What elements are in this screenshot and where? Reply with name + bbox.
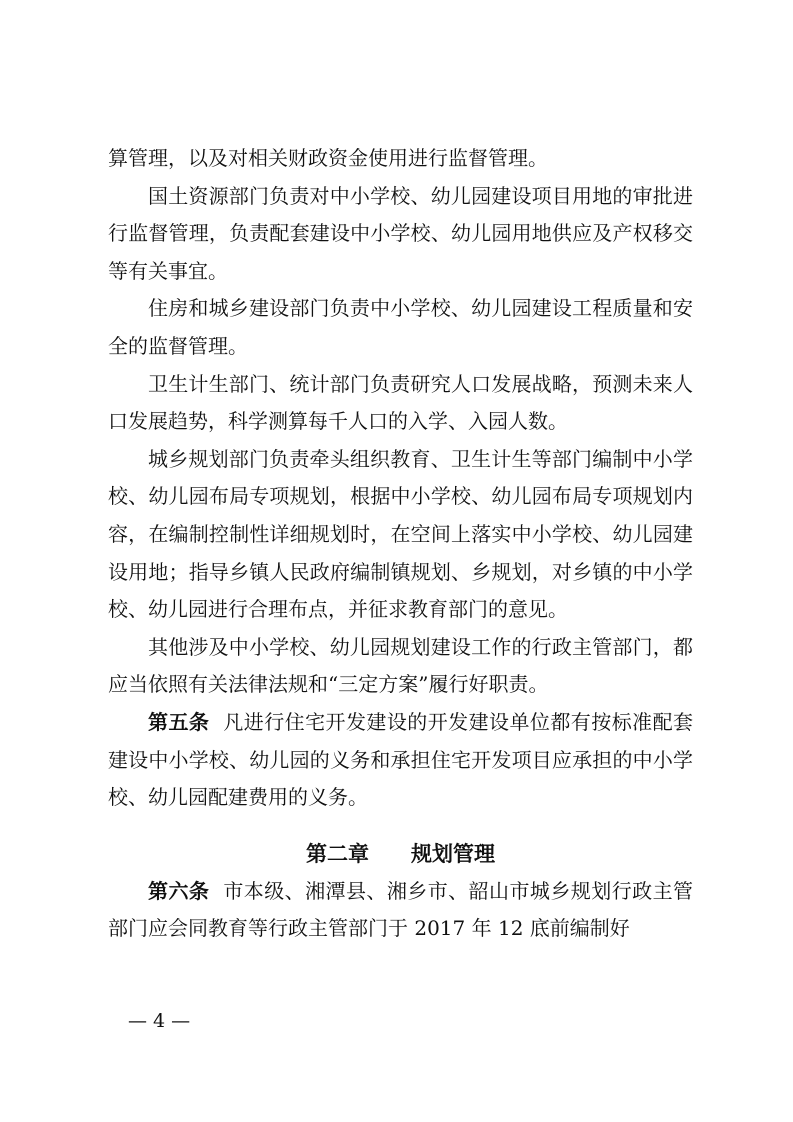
- article-5-text: 凡进行住宅开发建设的开发建设单位都有按标准配套建设中小学校、幼儿园的义务和承担住宅开发项目应承担的中小学校、幼儿园配建费用的义务。: [108, 709, 694, 810]
- article-5-label: 第五条: [148, 709, 210, 734]
- article-6: [108, 873, 693, 948]
- paragraph-land-resources: 国土资源部门负责对中小学校、幼儿园建设项目用地的审批进行监督管理，负责配套建设中小学校、幼儿园用地供应及产权移交等有关事宜。: [108, 183, 693, 283]
- paragraph-other-departments: 其他涉及中小学校、幼儿园规划建设工作的行政主管部门，都应当依照有关法律法规和“三定方案”履行好职责。: [108, 634, 693, 697]
- paragraph-urban-rural-planning: 城乡规划部门负责牵头组织教育、卫生计生等部门编制中小学校、幼儿园布局专项规划，根据中小学校、幼儿园布局专项规划内容，在编制控制性详细规划时，在空间上落实中小学校、幼儿园建设用地；指导乡镇人民政府编制镇规划、乡规划，对乡镇的中小学校、幼儿园进行合理布点，并征求教育部门的意见。: [108, 446, 693, 622]
- article-6-text: 市本级、湘潭县、湘乡市、韶山市城乡规划行政主管部门应会同教育等行政主管部门于 2017 年 12 底前编制好: [108, 878, 694, 941]
- document-body: [108, 140, 693, 948]
- page-number: — 4 —: [128, 1010, 191, 1032]
- chapter-heading: 第二章 规划管理: [306, 840, 495, 866]
- paragraph-health-statistics: 卫生计生部门、统计部门负责研究人口发展战略，预测未来人口发展趋势，科学测算每千人口的入学、入园人数。: [108, 371, 693, 434]
- article-6-label: 第六条: [148, 878, 210, 903]
- paragraph-housing-construction: 住房和城乡建设部门负责中小学校、幼儿园建设工程质量和安全的监督管理。: [108, 296, 693, 358]
- article-5: [108, 704, 693, 817]
- paragraph-continuation: 算管理，以及对相关财政资金使用进行监督管理。: [108, 146, 548, 170]
